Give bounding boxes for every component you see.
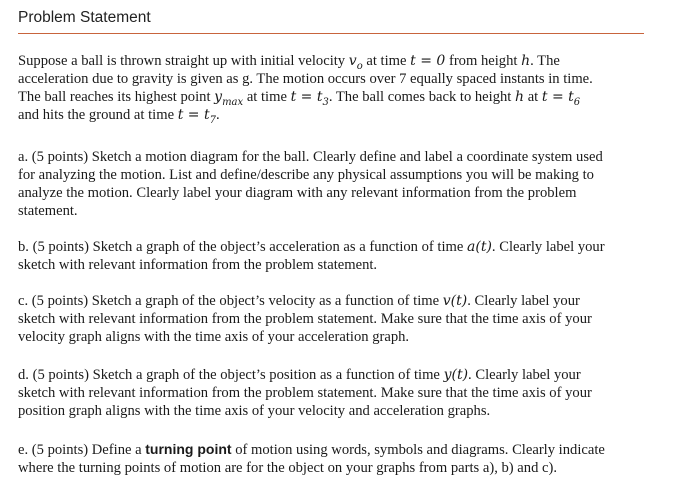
ymax-symbol [214, 89, 244, 108]
intro-line-3 [18, 88, 642, 106]
v0-subscript: o [356, 60, 363, 72]
intro-text: . The [530, 53, 560, 69]
height-symbol: h [521, 53, 531, 69]
intro-text: at time [243, 89, 291, 105]
part-c-paragraph [18, 292, 642, 346]
velocity-function-symbol: v(t) [442, 293, 468, 309]
intro-text: and hits the ground at time [18, 107, 178, 123]
acceleration-function-symbol: a(t) [467, 239, 492, 255]
intro-text: at time [362, 53, 411, 69]
t-eq: t = t [290, 89, 323, 105]
part-a-line: a. (5 points) Sketch a motion diagram for the ball. Clearly define and label a coordinate system used [18, 149, 603, 165]
part-a-paragraph [18, 148, 642, 220]
intro-line-2: acceleration due to gravity is given as g. The motion occurs over 7 equally spaced instants in time. [18, 71, 593, 87]
part-c-line: sketch with relevant information from the problem statement. Make sure that the time axis of your [18, 311, 592, 327]
t6-symbol [541, 89, 581, 108]
part-e-line [18, 440, 642, 459]
ymax-subscript: max [222, 96, 244, 108]
t7-subscript: 7 [209, 114, 216, 126]
part-a-line: for analyzing the motion. List and define/describe any physical assumptions you will be making to [18, 167, 594, 183]
part-b-line: sketch with relevant information from the problem statement. [18, 257, 378, 273]
intro-text: . [215, 107, 220, 123]
t-eq: t = t [541, 89, 574, 105]
initial-velocity-symbol [348, 53, 363, 72]
part-d-text: . Clearly label your [468, 367, 581, 383]
part-b-line [18, 238, 642, 256]
part-d-paragraph [18, 366, 642, 420]
height-symbol: h [515, 89, 525, 105]
intro-text: from height [445, 53, 522, 69]
part-c-text: c. (5 points) Sketch a graph of the object’s velocity as a function of time [18, 293, 443, 309]
time-zero-symbol: t = 0 [410, 53, 446, 69]
intro-text: . The ball comes back to height [328, 89, 516, 105]
intro-line-1 [18, 52, 642, 70]
part-d-text: d. (5 points) Sketch a graph of the object’s position as a function of time [18, 367, 444, 383]
section-heading: Problem Statement [18, 9, 151, 26]
intro-paragraph [18, 52, 642, 124]
part-a-line: analyze the motion. Clearly label your diagram with any relevant information from the problem [18, 185, 577, 201]
part-c-line [18, 292, 642, 310]
part-e-text: e. (5 points) Define a [18, 442, 146, 458]
t7-symbol [177, 107, 216, 126]
intro-line-4 [18, 106, 642, 124]
intro-text: Suppose a ball is thrown straight up with initial velocity [18, 53, 349, 69]
t3-symbol [290, 89, 329, 108]
part-e-line: where the turning points of motion are for the object on your graphs from parts a), b) and c). [18, 460, 557, 476]
part-d-line: position graph aligns with the time axis of your velocity and acceleration graphs. [18, 403, 491, 419]
part-c-text: . Clearly label your [467, 293, 580, 309]
part-e-text: of motion using words, symbols and diagrams. Clearly indicate [231, 442, 605, 458]
part-b-text: . Clearly label your [491, 239, 605, 255]
part-d-line: sketch with relevant information from the problem statement. Make sure that the time axis of your [18, 385, 592, 401]
intro-text: The ball reaches its highest point [18, 89, 215, 105]
t-eq: t = t [177, 107, 210, 123]
heading-rule [18, 33, 644, 34]
part-c-line: velocity graph aligns with the time axis of your acceleration graph. [18, 329, 410, 345]
part-b-text: b. (5 points) Sketch a graph of the object’s acceleration as a function of time [18, 239, 468, 255]
t6-subscript: 6 [573, 96, 581, 108]
part-b-paragraph [18, 238, 642, 274]
position-function-symbol: y(t) [443, 367, 469, 383]
t3-subscript: 3 [322, 96, 329, 108]
intro-text: at [524, 89, 542, 105]
turning-point-term: turning point [145, 441, 232, 457]
part-e-paragraph [18, 440, 642, 477]
v0-base: v [348, 53, 357, 69]
part-d-line [18, 366, 642, 384]
ymax-base: y [214, 89, 223, 105]
part-a-line: statement. [18, 203, 78, 219]
